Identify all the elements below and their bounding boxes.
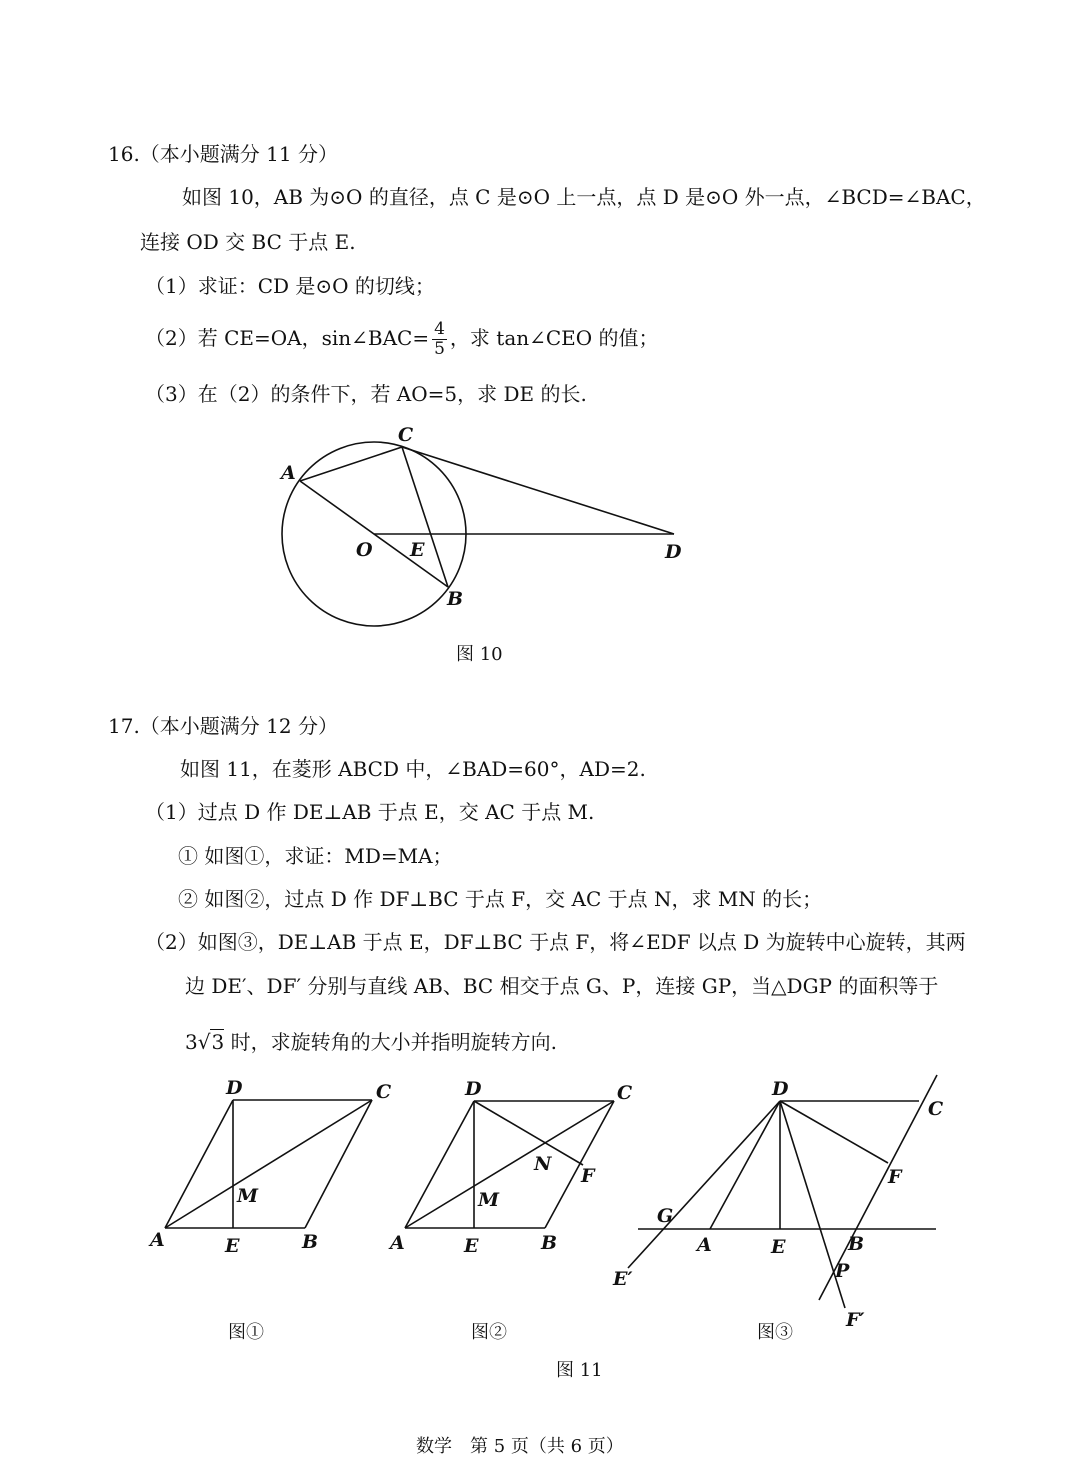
- f3-label-f-prime: F′: [846, 1309, 865, 1331]
- figure-11-1-caption: 图①: [228, 1322, 264, 1343]
- f3-label-c: C: [928, 1098, 944, 1120]
- q16-intro-line2: 连接 OD 交 BC 于点 E.: [140, 230, 356, 254]
- f2-label-c: C: [617, 1082, 633, 1104]
- figure-11-1: [148, 1077, 391, 1257]
- q16-header: 16.（本小题满分 11 分）: [108, 142, 338, 166]
- f2-label-m: M: [478, 1189, 500, 1211]
- q16-part1: （1）求证：CD 是⊙O 的切线；: [145, 274, 435, 298]
- figure-11-3: [612, 1075, 943, 1331]
- f2-label-e: E: [464, 1235, 479, 1257]
- f3-label-p: P: [835, 1260, 850, 1282]
- f2-label-n: N: [534, 1153, 552, 1175]
- figure-10-caption: 图 10: [456, 644, 503, 665]
- label-b: B: [447, 588, 464, 610]
- page-footer: 数学 第 5 页（共 6 页）: [416, 1436, 624, 1457]
- q17-part2-line3-text: 时，求旋转角的大小并指明旋转方向.: [224, 1030, 557, 1054]
- f2-segment-df: [474, 1101, 583, 1165]
- label-o: O: [356, 539, 373, 561]
- figure-11-caption: 图 11: [556, 1360, 603, 1381]
- f2-label-a: A: [390, 1232, 405, 1254]
- f2-label-b: B: [541, 1232, 558, 1254]
- q16-fraction-numerator: 4: [434, 319, 445, 339]
- f1-label-m: M: [237, 1185, 259, 1207]
- f1-label-d: D: [226, 1077, 243, 1099]
- f3-segment-da: [710, 1101, 780, 1229]
- f1-label-a: A: [150, 1229, 165, 1251]
- q16-fraction-denominator: 5: [434, 339, 445, 359]
- f3-label-a: A: [697, 1234, 712, 1256]
- q17-sub2: ② 如图②，过点 D 作 DF⊥BC 于点 F，交 AC 于点 N，求 MN 的长；: [178, 887, 823, 911]
- q16-intro-line1: 如图 10，AB 为⊙O 的直径，点 C 是⊙O 上一点，点 D 是⊙O 外一点，∠BCD=∠BAC，: [182, 185, 986, 209]
- q17-part2-line2: 边 DE′、DF′ 分别与直线 AB、BC 相交于点 G、P，连接 GP，当△DGP 的面积等于: [185, 974, 939, 998]
- q17-part2-line3: 3√3 时，求旋转角的大小并指明旋转方向.: [185, 1030, 557, 1054]
- label-c: C: [398, 424, 414, 446]
- f2-segment-bc: [545, 1101, 614, 1228]
- q17-radicand: 3: [211, 1030, 225, 1054]
- f3-label-e-prime: E′: [613, 1268, 633, 1290]
- f2-label-d: D: [465, 1078, 482, 1100]
- f3-label-b: B: [848, 1233, 865, 1255]
- f3-label-f: F: [888, 1166, 902, 1188]
- f1-label-b: B: [302, 1231, 319, 1253]
- label-d: D: [665, 541, 682, 563]
- q17-part2-line1: （2）如图③，DE⊥AB 于点 E，DF⊥BC 于点 F，将∠EDF 以点 D 为旋转中心旋转，其两: [145, 930, 966, 954]
- f1-label-e: E: [225, 1235, 240, 1257]
- f3-label-g: G: [657, 1205, 674, 1227]
- f1-segment-bc: [305, 1100, 372, 1228]
- f3-label-d: D: [772, 1078, 789, 1100]
- figure-11-2: [388, 1078, 632, 1257]
- f1-segment-da: [165, 1100, 233, 1228]
- f2-label-f: F: [581, 1165, 595, 1187]
- q17-intro: 如图 11，在菱形 ABCD 中，∠BAD=60°，AD=2.: [180, 757, 646, 781]
- q16-part2-text-b: ，求 tan∠CEO 的值；: [449, 326, 659, 350]
- f1-segment-ac: [165, 1100, 372, 1228]
- figure-11-2-caption: 图②: [471, 1322, 507, 1343]
- figure-11-3-caption: 图③: [757, 1322, 793, 1343]
- q16-part3: （3）在（2）的条件下，若 AO=5，求 DE 的长.: [145, 382, 587, 406]
- f3-label-e: E: [771, 1236, 786, 1258]
- q17-part1: （1）过点 D 作 DE⊥AB 于点 E，交 AC 于点 M.: [145, 800, 595, 824]
- q16-part2-text-a: （2）若 CE=OA，sin∠BAC=: [145, 326, 430, 350]
- q17-coefficient: 3: [185, 1030, 198, 1054]
- label-e: E: [410, 539, 425, 561]
- f2-segment-da: [405, 1101, 474, 1228]
- q17-sub1: ① 如图①，求证：MD=MA；: [178, 844, 453, 868]
- q17-header: 17.（本小题满分 12 分）: [108, 714, 338, 738]
- f1-label-c: C: [376, 1081, 392, 1103]
- label-a: A: [281, 462, 296, 484]
